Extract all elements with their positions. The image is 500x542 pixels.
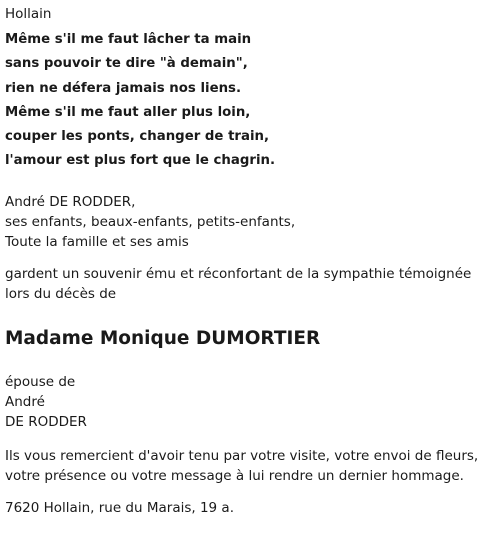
poem-line: Même s'il me faut aller plus loin, (5, 104, 251, 120)
address-block (5, 498, 495, 518)
place-name: Hollain (5, 6, 52, 22)
spouse-line: épouse de (5, 373, 76, 390)
place-name-block (5, 4, 495, 24)
family-line: André DE RODDER, (5, 193, 136, 210)
spouse-block (5, 372, 495, 432)
poem-line: rien ne défera jamais nos liens. (5, 80, 242, 96)
gratitude-line: gardent un souvenir ému et réconfortant de la sympathie témoignée (5, 265, 472, 282)
family-line: Toute la famille et ses amis (5, 233, 189, 250)
deceased-name: Madame Monique DUMORTIER (5, 327, 321, 349)
poem-block (5, 28, 495, 174)
address-line: 7620 Hollain, rue du Marais, 19 a. (5, 499, 234, 516)
poem-line: Même s'il me faut lâcher ta main (5, 32, 252, 47)
spouse-line: André (5, 393, 45, 410)
family-block (5, 192, 495, 252)
poem-line: couper les ponts, changer de train, (5, 129, 270, 145)
thanks-line: votre présence ou votre message à lui rendre un dernier hommage. (5, 467, 464, 484)
family-line: ses enfants, beaux-enfants, petits-enfants, (5, 213, 296, 230)
gratitude-line: lors du décès de (5, 285, 117, 302)
poem-line: sans pouvoir te dire "à demain", (5, 56, 248, 72)
gratitude-block (5, 264, 495, 304)
thanks-line: Ils vous remercient d'avoir tenu par votre visite, votre envoi de fleurs, (5, 447, 479, 464)
spouse-line: DE RODDER (5, 413, 87, 430)
thanks-block (5, 446, 495, 486)
poem-line: l'amour est plus fort que le chagrin. (5, 153, 276, 169)
obituary-notice (5, 0, 495, 518)
